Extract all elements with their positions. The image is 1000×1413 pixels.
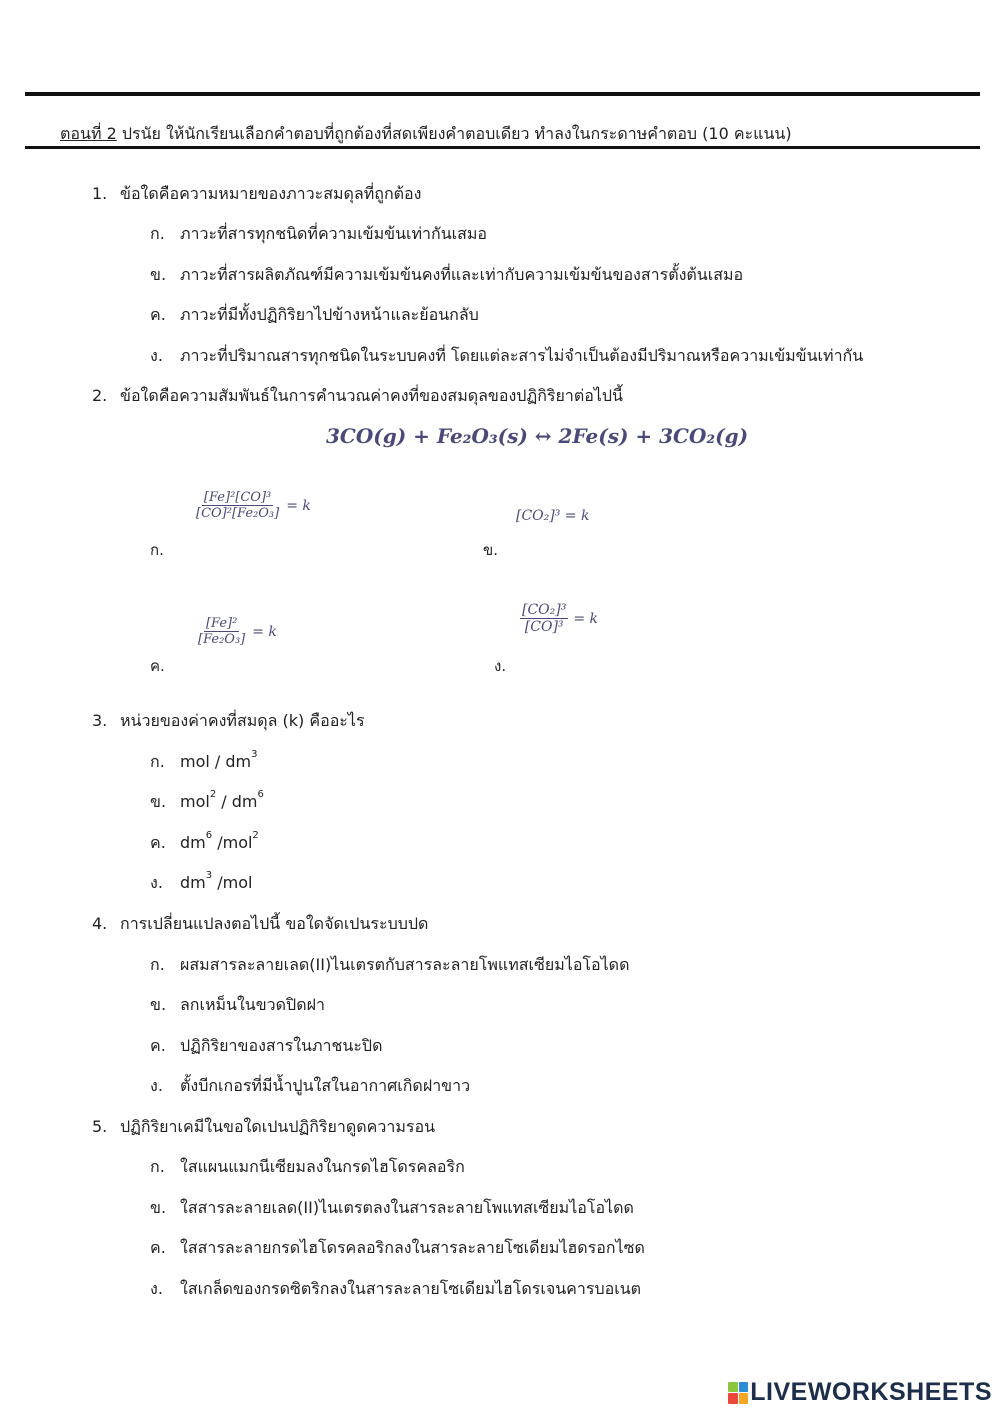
section-label: ตอนที่ 2 xyxy=(60,124,117,143)
math-choice-b[interactable]: [CO₂]³ = k xyxy=(516,508,590,524)
option[interactable]: ข. $mol^2 / dm^6$ xyxy=(150,788,264,811)
option[interactable]: ค. $dm^6$ /mol$^2$ xyxy=(150,829,259,852)
option[interactable]: ค. ใสสารละลายกรดไฮโดรคลอริกลงในสารละลายโซเดียมไฮดรอกไซด xyxy=(150,1238,645,1257)
option[interactable]: ข. ลกเหม็นในขวดปิดฝา xyxy=(150,995,325,1014)
numerator: [Fe]² xyxy=(205,616,238,631)
reaction-equation: 3CO(g) + Fe₂O₃(s) ↔ 2Fe(s) + 3CO₂(g) xyxy=(326,424,749,448)
option[interactable]: ข. ภาวะที่สารผลิตภัณฑ์มีความเข้มข้นคงที่และเท่ากับความเข้มข้นของสารตั้งต้นเสมอ xyxy=(150,265,744,284)
liveworksheets-logo[interactable] xyxy=(728,1378,992,1407)
question-2: 2. ข้อใดคือความสัมพันธ์ในการคำนวณค่าคงที่ของสมดุลของปฏิกิริยาต่อไปนี้ xyxy=(92,386,623,405)
math-choice-d[interactable] xyxy=(520,602,598,635)
question-text: ข้อใดคือความหมายของภาวะสมดุลที่ถูกต้อง xyxy=(120,184,422,203)
numerator: [Fe]²[CO]³ xyxy=(203,490,272,505)
question-text: ข้อใดคือความสัมพันธ์ในการคำนวณค่าคงที่ของสมดุลของปฏิกิริยาต่อไปนี้ xyxy=(120,386,623,405)
equals-k: = k xyxy=(286,497,311,514)
question-1: 1. ข้อใดคือความหมายของภาวะสมดุลที่ถูกต้อง xyxy=(92,184,422,203)
logo-text: LIVEWORKSHEETS xyxy=(750,1378,992,1406)
question-text: ปฏิกิริยาเคมีในขอใดเปนปฏิกิริยาดูดความรอน xyxy=(120,1117,435,1136)
question-4: 4. การเปลี่ยนแปลงตอไปนี้ ขอใดจัดเปนระบบปด xyxy=(92,914,429,933)
denominator: [CO]²[Fe₂O₃] xyxy=(196,506,280,521)
section-header xyxy=(60,122,792,147)
choice-letter: ก. xyxy=(150,541,164,559)
choice-letter: ข. xyxy=(483,541,499,559)
option[interactable]: ง. ภาวะที่ปริมาณสารทุกชนิดในระบบคงที่ โดยแต่ละสารไม่จำเป็นต้องมีปริมาณหรือความเข้มข้นเท่ากัน xyxy=(150,346,864,365)
question-text: หน่วยของค่าคงที่สมดุล (k) คืออะไร xyxy=(120,711,365,730)
question-3: 3. หน่วยของค่าคงที่สมดุล (k) คืออะไร xyxy=(92,711,365,730)
option[interactable]: ค. ปฏิกิริยาของสารในภาชนะปิด xyxy=(150,1036,383,1055)
option[interactable]: ก. ผสมสารละลายเลด(II)ไนเตรตกับสารละลายโพแทสเซียมไอโอไดด xyxy=(150,955,630,974)
math-choice-a[interactable] xyxy=(194,490,311,521)
option[interactable]: ง. ใสเกล็ดของกรดซิตริกลงในสารละลายโซเดียมไฮโดรเจนคารบอเนต xyxy=(150,1279,642,1298)
logo-mark-icon xyxy=(728,1382,748,1404)
question-text: การเปลี่ยนแปลงตอไปนี้ ขอใดจัดเปนระบบปด xyxy=(120,914,429,933)
option[interactable]: ก. ภาวะที่สารทุกชนิดที่ความเข้มข้นเท่ากันเสมอ xyxy=(150,224,488,243)
denominator: [CO]³ xyxy=(524,619,564,635)
choice-letter: ค. xyxy=(150,657,165,675)
option[interactable]: ง. ตั้งบีกเกอรที่มีน้ำปูนใสในอากาศเกิดฝาขาว xyxy=(150,1076,471,1095)
equals-k: = k xyxy=(573,610,599,627)
option[interactable]: ก. ใสแผนแมกนีเซียมลงในกรดไฮโดรคลอริก xyxy=(150,1157,465,1176)
denominator: [Fe₂O₃] xyxy=(198,632,246,647)
option[interactable]: ก. mol / $dm^3$ xyxy=(150,748,258,771)
numerator: [CO₂]³ xyxy=(522,602,567,618)
top-rule xyxy=(25,92,980,96)
section-instructions: ปรนัย ให้นักเรียนเลือกคำตอบที่ถูกต้องที่สดเพียงคำตอบเดียว ทำลงในกระดาษคำตอบ (10 คะแนน) xyxy=(116,124,792,143)
option[interactable]: ง. $dm^3$ /mol xyxy=(150,869,253,892)
choice-letter: ง. xyxy=(494,657,507,675)
equals-k: = k xyxy=(252,623,277,640)
question-5: 5. ปฏิกิริยาเคมีในขอใดเปนปฏิกิริยาดูดความรอน xyxy=(92,1117,435,1136)
math-choice-c[interactable] xyxy=(196,616,277,647)
option[interactable]: ค. ภาวะที่มีทั้งปฏิกิริยาไปข้างหน้าและย้อนกลับ xyxy=(150,305,479,324)
option[interactable]: ข. ใสสารละลายเลด(II)ไนเตรตลงในสารละลายโพแทสเซียมไอโอไดด xyxy=(150,1198,634,1217)
